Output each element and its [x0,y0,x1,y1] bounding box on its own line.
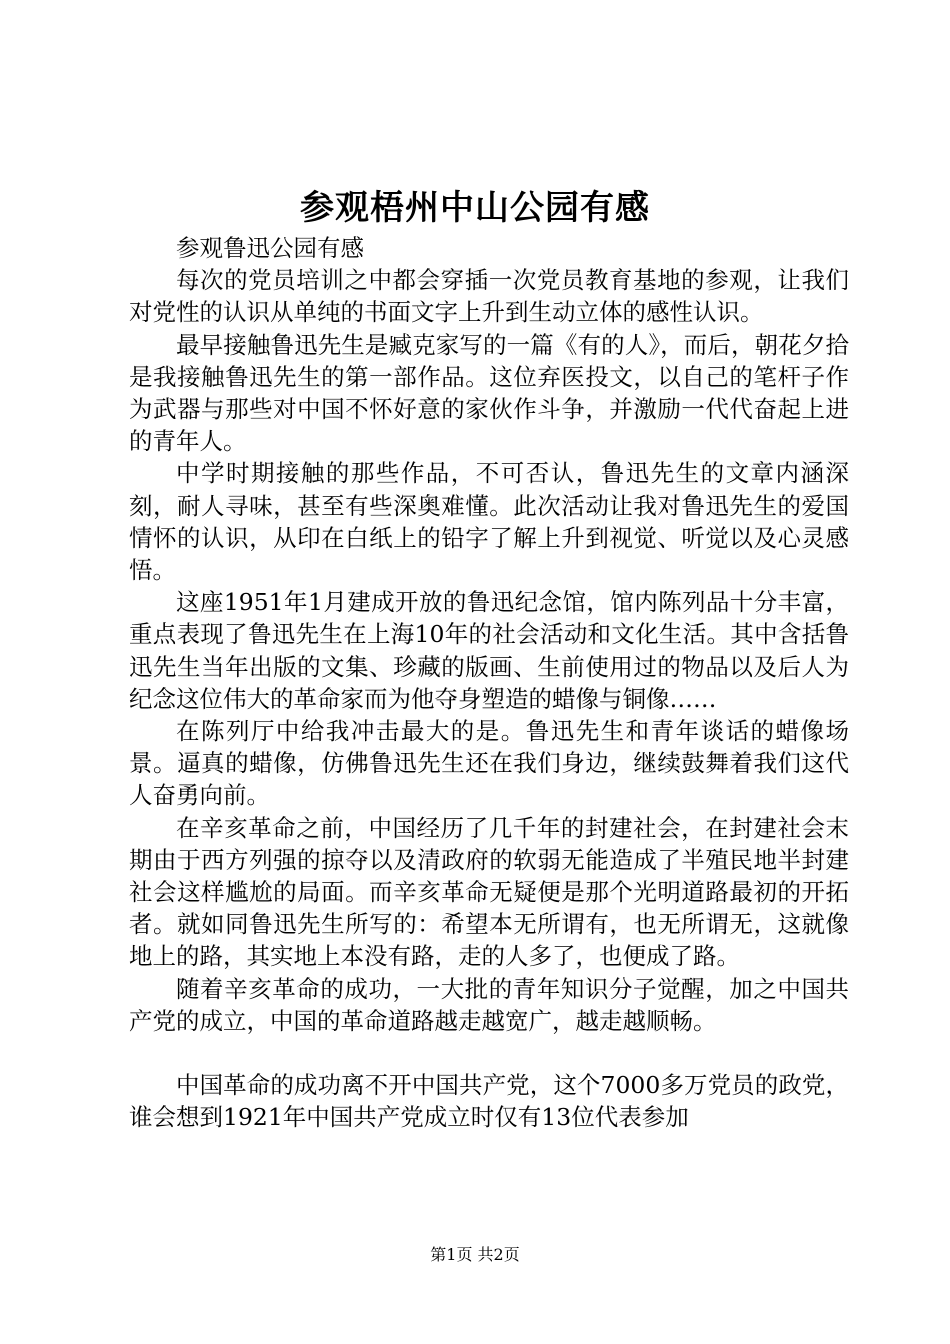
paragraph: 每次的党员培训之中都会穿插一次党员教育基地的参观，让我们对党性的认识从单纯的书面文字上升到生动立体的感性认识。 [129,266,849,327]
document-title: 参观梧州中山公园有感 [300,188,650,228]
paragraph: 中国革命的成功离不开中国共产党，这个7000多万党员的政党，谁会想到1921年中国共产党成立时仅有13位代表参加 [129,1071,849,1132]
paragraph: 最早接触鲁迅先生是臧克家写的一篇《有的人》，而后，朝花夕拾是我接触鲁迅先生的第一部作品。这位弃医投文，以自己的笔杆子作为武器与那些对中国不怀好意的家伙作斗争，并激励一代代奋起上进的青年人。 [129,330,849,456]
blank-line [129,1037,849,1069]
paragraph: 这座1951年1月建成开放的鲁迅纪念馆，馆内陈列品十分丰富，重点表现了鲁迅先生在上海10年的社会活动和文化生活。其中含括鲁迅先生当年出版的文集、珍藏的版画、生前使用过的物品以及后人为纪念这位伟大的革命家而为他夺身塑造的蜡像与铜像…… [129,588,849,713]
paragraph: 中学时期接触的那些作品，不可否认，鲁迅先生的文章内涵深刻，耐人寻味，甚至有些深奥难懂。此次活动让我对鲁迅先生的爱国情怀的认识，从印在白纸上的铅字了解上升到视觉、听觉以及心灵感悟。 [129,459,849,585]
paragraph-subtitle: 参观鲁迅公园有感 [176,234,364,262]
document-body [129,232,849,1134]
paragraph: 在辛亥革命之前，中国经历了几千年的封建社会，在封建社会末期由于西方列强的掠夺以及清政府的软弱无能造成了半殖民地半封建社会这样尴尬的局面。而辛亥革命无疑便是那个光明道路最初的开拓者。就如同鲁迅先生所写的：希望本无所谓有，也无所谓无，这就像地上的路，其实地上本没有路，走的人多了，也便成了路。 [129,813,849,971]
page-number-footer: 第1页 共2页 [430,1245,520,1264]
paragraph: 随着辛亥革命的成功，一大批的青年知识分子觉醒，加之中国共产党的成立，中国的革命道路越走越宽广，越走越顺畅。 [129,974,849,1035]
paragraph: 在陈列厅中给我冲击最大的是。鲁迅先生和青年谈话的蜡像场景。逼真的蜡像，仿佛鲁迅先生还在我们身边，继续鼓舞着我们这代人奋勇向前。 [129,717,849,810]
